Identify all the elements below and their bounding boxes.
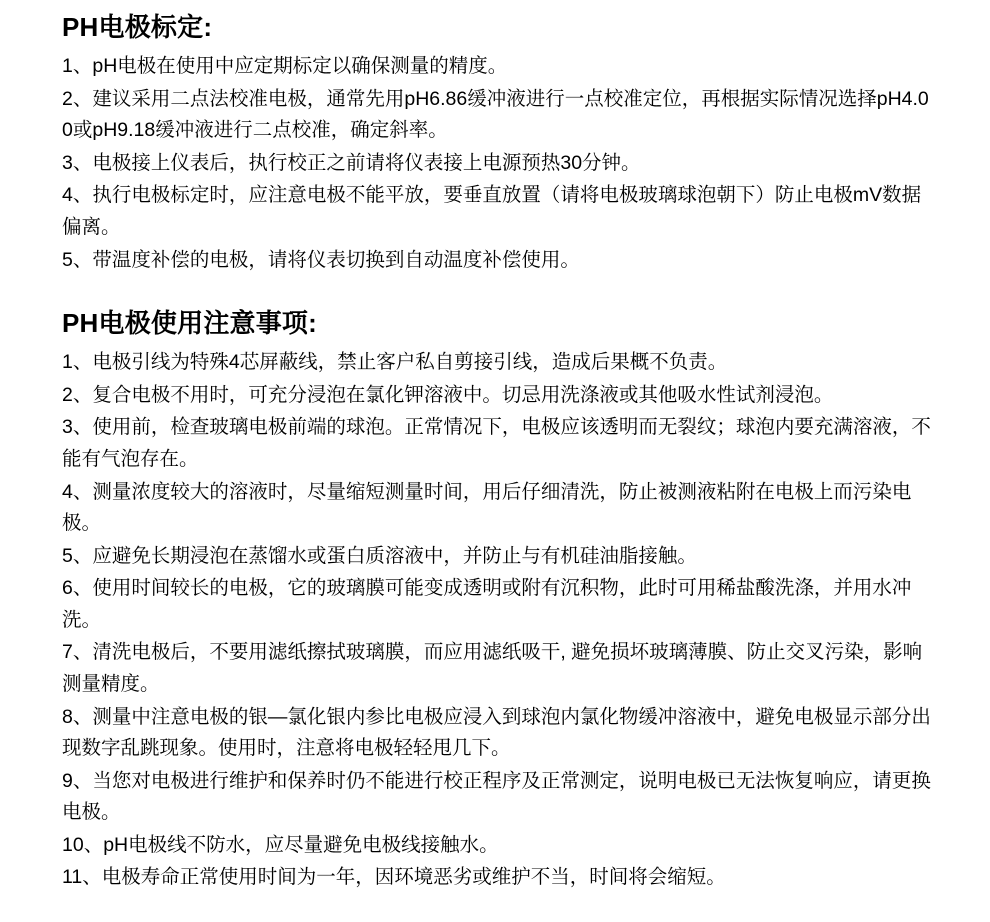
paragraph: 10、pH电极线不防水，应尽量避免电极线接触水。	[62, 833, 499, 856]
paragraph: 3、使用前，检查玻璃电极前端的球泡。正常情况下，电极应该透明而无裂纹；球泡内要充满溶液，不能有气泡存在。	[62, 416, 931, 470]
paragraph: 1、pH电极在使用中应定期标定以确保测量的精度。	[62, 55, 508, 78]
section-title-calibration: PH电极标定:	[62, 12, 213, 42]
paragraph: 8、测量中注意电极的银—氯化银内参比电极应浸入到球泡内氯化物缓冲溶液中，避免电极显示部分出现数字乱跳现象。使用时，注意将电极轻轻甩几下。	[62, 705, 931, 760]
paragraph: 11、电极寿命正常使用时间为一年，因环境恶劣或维护不当，时间将会缩短。	[62, 866, 726, 889]
paragraph: 2、复合电极不用时，可充分浸泡在氯化钾溶液中。切忌用洗涤液或其他吸水性试剂浸泡。	[62, 383, 834, 406]
section-precautions	[62, 306, 934, 894]
paragraph: 5、应避免长期浸泡在蒸馏水或蛋白质溶液中，并防止与有机硅油脂接触。	[62, 544, 697, 567]
section-calibration	[62, 10, 934, 276]
paragraph: 3、电极接上仪表后，执行校正之前请将仪表接上电源预热30分钟。	[62, 151, 641, 174]
section-title-precautions: PH电极使用注意事项:	[62, 308, 317, 339]
paragraph: 9、当您对电极进行维护和保养时仍不能进行校正程序及正常测定，说明电极已无法恢复响应，请更换电极。	[62, 769, 931, 824]
paragraph: 6、使用时间较长的电极，它的玻璃膜可能变成透明或附有沉积物，此时可用稀盐酸洗涤，并用水冲洗。	[62, 577, 912, 631]
paragraph: 5、带温度补偿的电极，请将仪表切换到自动温度补偿使用。	[62, 248, 580, 271]
paragraph: 4、执行电极标定时，应注意电极不能平放，要垂直放置（请将电极玻璃球泡朝下）防止电极mV数据偏离。	[62, 184, 922, 238]
paragraph: 1、电极引线为特殊4芯屏蔽线，禁止客户私自剪接引线，造成后果概不负责。	[62, 351, 728, 374]
paragraph: 7、清洗电极后，不要用滤纸擦拭玻璃膜，而应用滤纸吸干, 避免损坏玻璃薄膜、防止交叉污染，影响测量精度。	[62, 641, 923, 696]
paragraph: 4、测量浓度较大的溶液时，尽量缩短测量时间，用后仔细清洗，防止被测液粘附在电极上而污染电极。	[62, 480, 912, 535]
paragraph: 2、建议采用二点法校准电极，通常先用pH6.86缓冲液进行一点校准定位，再根据实际情况选择pH4.00或pH9.18缓冲液进行二点校准，确定斜率。	[62, 87, 929, 142]
